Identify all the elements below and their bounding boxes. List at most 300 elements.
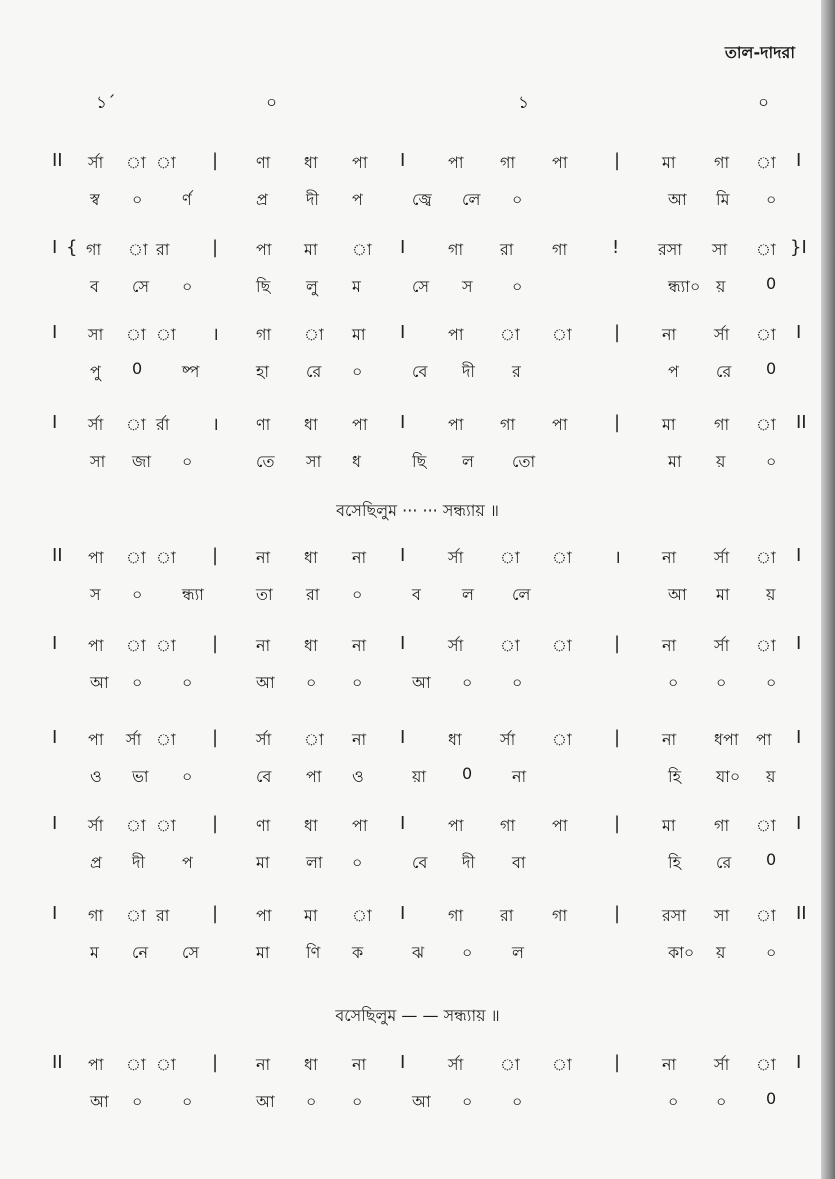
swaralipi-row [0, 903, 835, 929]
lyric-syllable: ০ [668, 1092, 679, 1111]
lyric-row [0, 940, 835, 966]
lyric-syllable: ০ [306, 1092, 317, 1111]
bar-line: I [796, 727, 802, 748]
lyric-syllable: ণি [306, 943, 321, 962]
note: া [552, 325, 572, 344]
note: া [304, 325, 324, 344]
lyric-row [0, 1089, 835, 1115]
lyric-syllable: ০ [132, 585, 143, 604]
lyric-syllable: লে [462, 190, 481, 209]
note: র্সা [714, 548, 730, 567]
lyric-syllable: প [182, 853, 193, 872]
lyric-syllable: য় [766, 767, 776, 786]
lyric-syllable: ০ [132, 190, 143, 209]
lyric-syllable: নে [132, 943, 149, 962]
note: মা [304, 906, 318, 925]
lyric-syllable: প [352, 190, 363, 209]
lyric-syllable: 0 [766, 359, 777, 378]
tala-marker: ১ [518, 93, 530, 113]
lyric-syllable: ধ [352, 452, 361, 471]
lyric-syllable: সা [90, 452, 106, 471]
note: না [662, 730, 677, 749]
note: সা [712, 240, 728, 259]
note: র্সা [714, 325, 730, 344]
note: া [552, 730, 572, 749]
note: া [126, 325, 146, 344]
note: রা [500, 240, 514, 259]
note: ধা [304, 1055, 318, 1074]
note: ধা [448, 730, 462, 749]
swaralipi-row [0, 237, 835, 263]
lyric-syllable: ন্ধ্যা০ [668, 277, 701, 296]
lyric-syllable: র্ণ [182, 190, 192, 209]
note: ধা [304, 636, 318, 655]
lyric-syllable: ০ [668, 673, 679, 692]
refrain-line: বসেছিলুম ··· ··· সন্ধ্যায় ॥ [336, 501, 499, 520]
bar-line: | [614, 633, 621, 654]
bar-line: I [52, 727, 58, 748]
lyric-syllable: স [90, 585, 101, 604]
lyric-syllable: ০ [766, 452, 777, 471]
lyric-syllable: র [512, 362, 521, 381]
lyric-syllable: 0 [766, 1089, 777, 1108]
note: া [156, 1055, 176, 1074]
note: গা [448, 240, 464, 259]
bar-line: { [66, 237, 78, 258]
lyric-syllable: ০ [716, 1092, 727, 1111]
note: র্সা [714, 1055, 730, 1074]
note: না [256, 548, 271, 567]
lyric-syllable: বে [412, 362, 428, 381]
lyric-syllable: ০ [462, 673, 473, 692]
lyric-syllable: দী [462, 853, 475, 872]
note: ধা [304, 415, 318, 434]
bar-line: I [52, 322, 58, 343]
lyric-row [0, 582, 835, 608]
lyric-syllable: য় [716, 277, 726, 296]
note: না [352, 730, 367, 749]
bar-line: I [796, 150, 802, 171]
lyric-syllable: মা [716, 585, 730, 604]
bar-line: | [614, 150, 621, 171]
bar-line: I [400, 1052, 406, 1073]
lyric-syllable: ম [352, 277, 361, 296]
lyric-row [0, 670, 835, 696]
note: না [256, 636, 271, 655]
lyric-syllable: মা [256, 853, 270, 872]
lyric-syllable: লা [306, 853, 323, 872]
note: া [552, 1055, 572, 1074]
note: পা [552, 153, 568, 172]
bar-line: I [796, 813, 802, 834]
note: া [500, 1055, 520, 1074]
swaralipi-row [0, 412, 835, 438]
lyric-syllable: বা [512, 853, 526, 872]
note: া [756, 1055, 776, 1074]
bar-line: II [52, 545, 63, 566]
note: মা [662, 153, 676, 172]
lyric-syllable: প [668, 362, 679, 381]
bar-line: I [796, 545, 802, 566]
bar-line: | [614, 412, 621, 433]
note: া [156, 730, 176, 749]
lyric-syllable: 0 [132, 359, 143, 378]
note: ণা [256, 415, 271, 434]
lyric-syllable: আ [256, 1092, 275, 1111]
bar-line: | [614, 727, 621, 748]
swaralipi-row [0, 633, 835, 659]
bar-line: I [52, 412, 58, 433]
note: পা [448, 816, 464, 835]
lyric-syllable: না [512, 767, 527, 786]
bar-line: I [52, 237, 58, 258]
note: া [156, 153, 176, 172]
lyric-syllable: ল [462, 585, 474, 604]
lyric-syllable: স্ব [90, 190, 100, 209]
bar-line: I [400, 813, 406, 834]
lyric-syllable: ক [352, 943, 364, 962]
lyric-syllable: হি [668, 853, 681, 872]
bar-line: II [796, 412, 807, 433]
lyric-syllable: মা [256, 943, 270, 962]
lyric-syllable: ও [352, 767, 364, 786]
tala-marker: ১´ [96, 93, 116, 113]
lyric-syllable: ০ [352, 853, 363, 872]
note: গা [552, 906, 568, 925]
note: পা [756, 730, 772, 749]
lyric-syllable: তে [256, 452, 275, 471]
note: রা [500, 906, 514, 925]
note: া [156, 548, 176, 567]
bar-line: I [52, 813, 58, 834]
lyric-syllable: জ্বে [412, 190, 432, 209]
lyric-syllable: ০ [352, 362, 363, 381]
note: গা [500, 415, 516, 434]
lyric-syllable: ০ [766, 190, 777, 209]
tala-marker: ০ [266, 93, 278, 113]
note: া [500, 548, 520, 567]
note: পা [88, 548, 104, 567]
lyric-row [0, 449, 835, 475]
lyric-syllable: ভা [132, 767, 149, 786]
note: র্সা [448, 548, 464, 567]
tala-title: তাল-দাদরা [724, 43, 795, 62]
note: রসা [658, 240, 683, 259]
note: রা [156, 906, 170, 925]
lyric-syllable: প্র [256, 190, 268, 209]
note: পা [352, 816, 368, 835]
note: র্সা [448, 1055, 464, 1074]
note: া [756, 240, 776, 259]
lyric-syllable: ল [512, 943, 524, 962]
tala-marker-row [0, 90, 835, 118]
lyric-syllable: মি [716, 190, 730, 209]
note: পা [352, 415, 368, 434]
lyric-syllable: ০ [182, 1092, 193, 1111]
lyric-syllable: আ [412, 1092, 431, 1111]
lyric-syllable: সে [182, 943, 200, 962]
note: মা [662, 816, 676, 835]
note: া [552, 548, 572, 567]
lyric-row [0, 850, 835, 876]
swaralipi-row [0, 322, 835, 348]
lyric-syllable: দী [462, 362, 475, 381]
lyric-syllable: আ [412, 673, 431, 692]
note: া [552, 636, 572, 655]
lyric-syllable: তো [512, 452, 536, 471]
lyric-syllable: ০ [512, 190, 523, 209]
lyric-syllable: 0 [766, 850, 777, 869]
note: া [156, 325, 176, 344]
bar-line: | [212, 633, 219, 654]
lyric-syllable: রে [306, 362, 322, 381]
note: র্সা [88, 415, 104, 434]
note: মা [662, 415, 676, 434]
lyric-syllable: ০ [132, 673, 143, 692]
note: া [352, 240, 372, 259]
bar-line: II [52, 1052, 63, 1073]
note: া [156, 636, 176, 655]
lyric-syllable: ০ [766, 943, 777, 962]
lyric-syllable: ০ [352, 585, 363, 604]
note: গা [500, 153, 516, 172]
lyric-syllable: ন্ধ্যা [182, 585, 204, 604]
lyric-syllable: ০ [132, 1092, 143, 1111]
note: পা [352, 153, 368, 172]
bar-line: II [796, 903, 807, 924]
note: া [304, 730, 324, 749]
bar-line: I [796, 1052, 802, 1073]
bar-line: II [52, 150, 63, 171]
lyric-row [0, 359, 835, 385]
lyric-syllable: যা০ [716, 767, 741, 786]
note: গা [256, 325, 272, 344]
note: সা [88, 325, 104, 344]
note: মা [352, 325, 366, 344]
note: পা [256, 240, 272, 259]
bar-line: I [400, 412, 406, 433]
note: া [756, 548, 776, 567]
note: র্সা [88, 153, 104, 172]
note: া [126, 636, 146, 655]
note: া [126, 153, 146, 172]
note: রা [156, 240, 170, 259]
lyric-syllable: কা০ [668, 943, 695, 962]
lyric-syllable: ০ [182, 277, 193, 296]
note: পা [448, 415, 464, 434]
lyric-syllable: স [462, 277, 473, 296]
lyric-syllable: লু [306, 277, 318, 296]
note: র্সা [500, 730, 516, 749]
lyric-syllable: জা [132, 452, 151, 471]
lyric-syllable: য়া [412, 767, 427, 786]
note: া [126, 816, 146, 835]
note: ধা [304, 153, 318, 172]
bar-line: I [52, 903, 58, 924]
lyric-row [0, 187, 835, 213]
bar-line: I [400, 727, 406, 748]
note: র্সা [88, 816, 104, 835]
lyric-syllable: রে [716, 362, 732, 381]
swaralipi-row [0, 813, 835, 839]
lyric-syllable: মা [668, 452, 682, 471]
lyric-syllable: দী [306, 190, 319, 209]
lyric-syllable: প্র [90, 853, 102, 872]
note: গা [714, 816, 730, 835]
note: পা [552, 816, 568, 835]
bar-line: | [212, 1052, 219, 1073]
bar-line: | [614, 1052, 621, 1073]
note: ধা [304, 816, 318, 835]
lyric-syllable: ০ [306, 673, 317, 692]
note: া [756, 906, 776, 925]
note: ধপা [714, 730, 739, 749]
bar-line: I [796, 633, 802, 654]
swaralipi-row [0, 150, 835, 176]
lyric-syllable: ও [90, 767, 102, 786]
bar-line: । [212, 414, 219, 435]
lyric-syllable: ০ [462, 943, 473, 962]
note: া [756, 325, 776, 344]
refrain-line: বসেছিলুম — — সন্ধ্যায় ॥ [335, 1006, 500, 1025]
note: ণা [256, 816, 271, 835]
lyric-syllable: সা [306, 452, 322, 471]
note: া [156, 816, 176, 835]
note: া [756, 636, 776, 655]
lyric-syllable: বে [412, 853, 428, 872]
lyric-syllable: ০ [352, 673, 363, 692]
lyric-syllable: 0 [462, 764, 473, 783]
lyric-syllable: ০ [352, 1092, 363, 1111]
lyric-syllable: দী [132, 853, 145, 872]
lyric-syllable: সে [132, 277, 150, 296]
lyric-syllable: আ [668, 585, 687, 604]
bar-line: | [212, 813, 219, 834]
lyric-syllable: ল [462, 452, 474, 471]
lyric-syllable: ০ [462, 1092, 473, 1111]
note: র্সা [714, 636, 730, 655]
note: ধা [304, 548, 318, 567]
lyric-syllable: ব [412, 585, 421, 604]
bar-line: | [614, 903, 621, 924]
bar-line: | [212, 903, 219, 924]
bar-line: । [212, 324, 219, 345]
bar-line: | [212, 237, 219, 258]
note: গা [88, 906, 104, 925]
lyric-syllable: হা [256, 362, 270, 381]
lyric-syllable: ঝ [412, 943, 425, 962]
lyric-syllable: ০ [182, 452, 193, 471]
bar-line: | [212, 150, 219, 171]
note: গা [448, 906, 464, 925]
bar-line: I [400, 633, 406, 654]
lyric-syllable: সে [412, 277, 430, 296]
note: গা [714, 153, 730, 172]
note: না [256, 1055, 271, 1074]
lyric-syllable: লে [512, 585, 531, 604]
lyric-syllable: ০ [182, 673, 193, 692]
lyric-syllable: ০ [766, 673, 777, 692]
note: না [662, 325, 677, 344]
bar-line: I [400, 150, 406, 171]
note: গা [86, 240, 102, 259]
lyric-syllable: ছি [256, 277, 271, 296]
note: পা [88, 730, 104, 749]
note: া [126, 415, 146, 434]
note: া [126, 548, 146, 567]
note: পা [448, 153, 464, 172]
lyric-syllable: ০ [716, 673, 727, 692]
bar-line: | [614, 813, 621, 834]
note: না [352, 636, 367, 655]
lyric-syllable: পু [90, 362, 101, 381]
note: া [756, 415, 776, 434]
lyric-syllable: য় [766, 585, 776, 604]
note: না [352, 1055, 367, 1074]
note: গা [552, 240, 568, 259]
note: রসা [662, 906, 687, 925]
note: পা [88, 1055, 104, 1074]
note: পা [448, 325, 464, 344]
note: না [662, 548, 677, 567]
note: ণা [256, 153, 271, 172]
note: পা [88, 636, 104, 655]
lyric-syllable: য় [716, 452, 726, 471]
tala-marker: ০ [758, 93, 770, 113]
lyric-row [0, 274, 835, 300]
note: সা [714, 906, 730, 925]
swaralipi-row [0, 727, 835, 753]
lyric-syllable: ষ্প [182, 362, 200, 381]
note: গা [500, 816, 516, 835]
note: া [126, 1055, 146, 1074]
swaralipi-row [0, 1052, 835, 1078]
lyric-syllable: রে [716, 853, 732, 872]
lyric-syllable: আ [90, 1092, 109, 1111]
bar-line: ! [612, 237, 620, 258]
note: া [500, 325, 520, 344]
lyric-syllable: ০ [512, 277, 523, 296]
note: না [662, 1055, 677, 1074]
lyric-syllable: রা [306, 585, 320, 604]
lyric-syllable: ব [90, 277, 99, 296]
lyric-syllable: তা [256, 585, 273, 604]
note: র্রা [156, 415, 170, 434]
lyric-syllable: 0 [766, 274, 777, 293]
note: মা [304, 240, 318, 259]
note: পা [256, 906, 272, 925]
lyric-syllable: আ [668, 190, 687, 209]
lyric-row [0, 764, 835, 790]
lyric-syllable: হি [668, 767, 681, 786]
note: া [756, 153, 776, 172]
bar-line: | [212, 727, 219, 748]
note: র্সা [256, 730, 272, 749]
note: া [500, 636, 520, 655]
lyric-syllable: ছি [412, 452, 427, 471]
note: পা [552, 415, 568, 434]
lyric-syllable: আ [256, 673, 275, 692]
lyric-syllable: ০ [182, 767, 193, 786]
bar-line: | [212, 545, 219, 566]
note: গা [714, 415, 730, 434]
bar-line: । [614, 547, 621, 568]
bar-line: I [400, 322, 406, 343]
bar-line: | [614, 322, 621, 343]
note: া [128, 240, 148, 259]
lyric-syllable: ০ [512, 673, 523, 692]
note: র্সা [448, 636, 464, 655]
